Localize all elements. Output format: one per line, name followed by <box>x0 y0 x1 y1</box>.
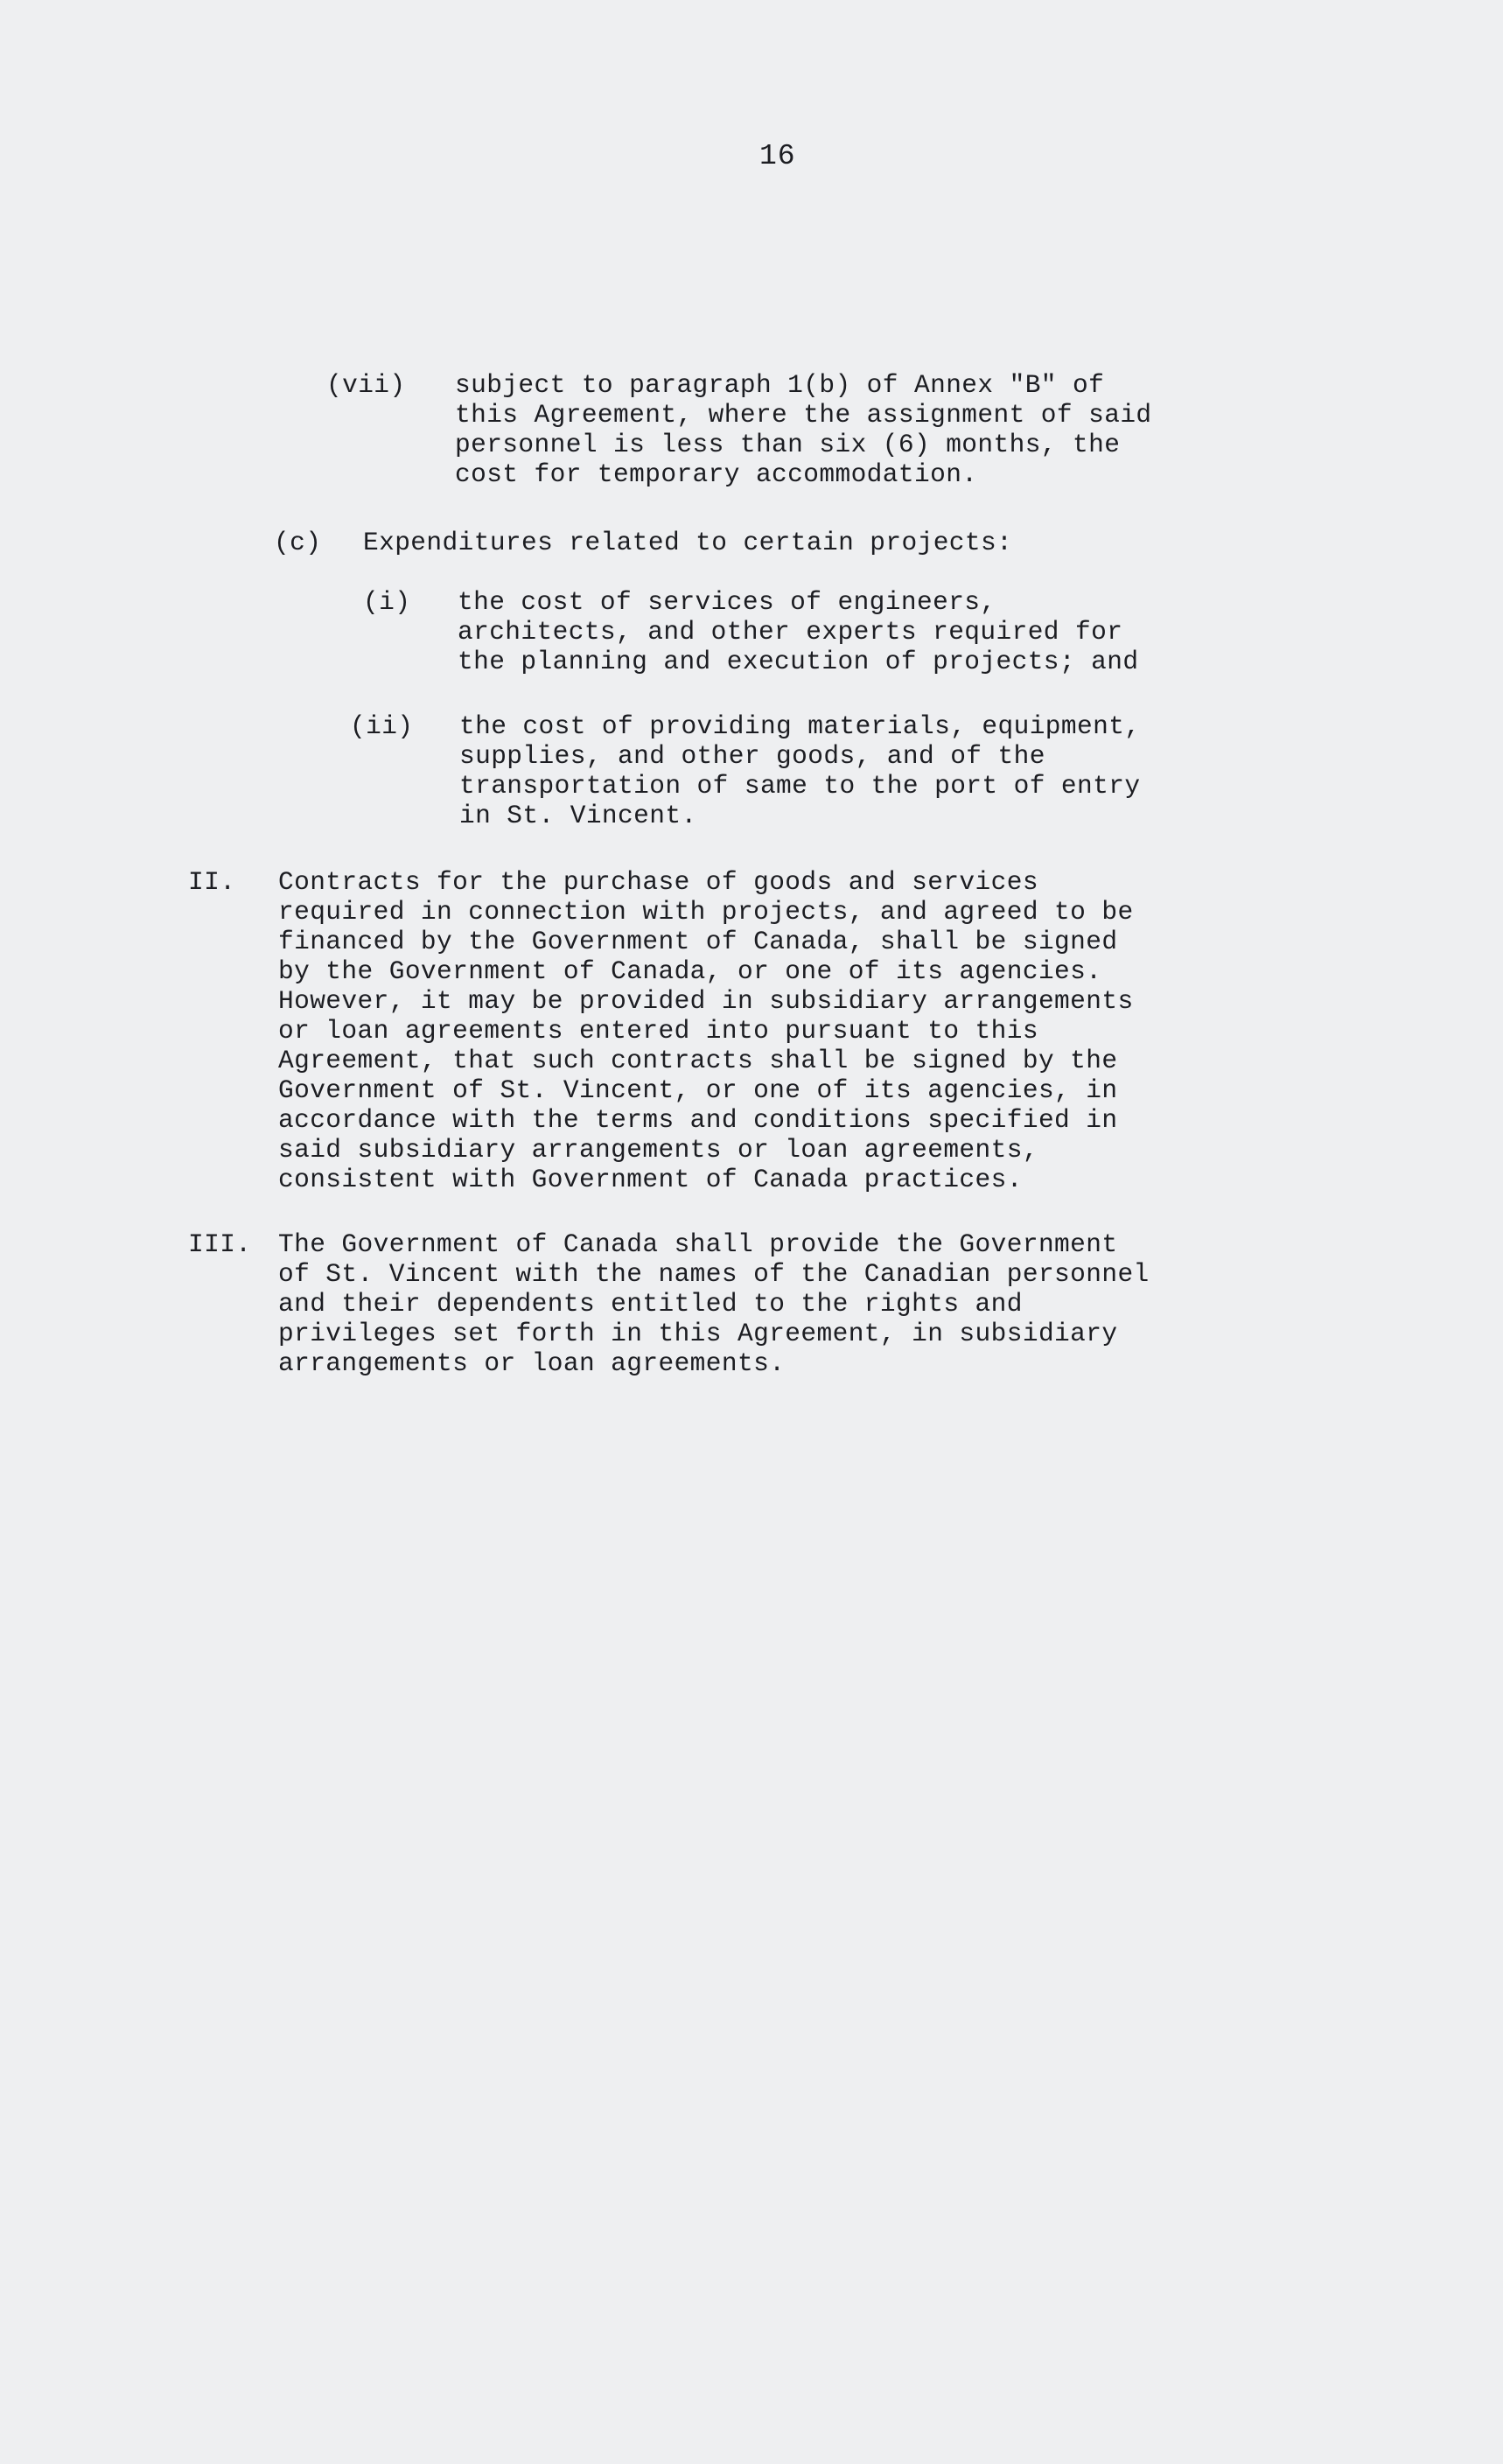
text-line: required in connection with projects, and agreed to be <box>278 897 1134 927</box>
item-label-ii: (ii) <box>350 711 414 741</box>
text-line: subject to paragraph 1(b) of Annex "B" of <box>455 370 1105 400</box>
item-label-c: (c) <box>274 528 322 557</box>
text-line: arrangements or loan agreements. <box>278 1348 786 1378</box>
text-line: the planning and execution of projects; and <box>458 647 1139 676</box>
text-line: this Agreement, where the assignment of said <box>455 400 1152 430</box>
text-line: by the Government of Canada, or one of its agencies. <box>278 956 1102 986</box>
text-line: However, it may be provided in subsidiary arrangements <box>278 986 1134 1016</box>
item-text-vii <box>455 370 1152 489</box>
text-line: personnel is less than six (6) months, the <box>455 430 1121 459</box>
text-line: supplies, and other goods, and of the <box>459 741 1045 771</box>
text-line: privileges set forth in this Agreement, in subsidiary <box>278 1319 1118 1348</box>
text-line: the cost of providing materials, equipment, <box>459 711 1141 741</box>
text-line: said subsidiary arrangements or loan agreements, <box>278 1135 1038 1165</box>
text-line: transportation of same to the port of entry <box>459 771 1141 801</box>
item-text-c <box>363 528 1012 557</box>
text-line: or loan agreements entered into pursuant to this <box>278 1016 1038 1046</box>
text-line: and their dependents entitled to the rights and <box>278 1289 1023 1319</box>
item-text-II <box>278 867 1134 1194</box>
page-number: 16 <box>759 140 796 172</box>
text-line: Agreement, that such contracts shall be signed by the <box>278 1046 1118 1075</box>
text-line: accordance with the terms and conditions specified in <box>278 1105 1118 1135</box>
item-text-III <box>278 1229 1150 1378</box>
text-line: Government of St. Vincent, or one of its agencies, in <box>278 1075 1118 1105</box>
text-line: architects, and other experts required for <box>458 617 1123 647</box>
item-text-ii <box>459 711 1140 830</box>
item-label-vii: (vii) <box>326 370 406 400</box>
text-line: cost for temporary accommodation. <box>455 459 978 489</box>
text-line: Expenditures related to certain projects: <box>363 528 1013 557</box>
text-line: Contracts for the purchase of goods and services <box>278 867 1038 897</box>
text-line: the cost of services of engineers, <box>458 587 996 617</box>
item-label-III: III. <box>188 1229 252 1259</box>
text-line: financed by the Government of Canada, shall be signed <box>278 927 1118 956</box>
item-label-II: II. <box>188 867 236 897</box>
item-text-i <box>458 587 1138 676</box>
text-line: of St. Vincent with the names of the Canadian personnel <box>278 1259 1150 1289</box>
text-line: in St. Vincent. <box>459 801 697 830</box>
text-line: The Government of Canada shall provide the Government <box>278 1229 1118 1259</box>
item-label-i: (i) <box>363 587 411 617</box>
text-line: consistent with Government of Canada practices. <box>278 1165 1023 1194</box>
